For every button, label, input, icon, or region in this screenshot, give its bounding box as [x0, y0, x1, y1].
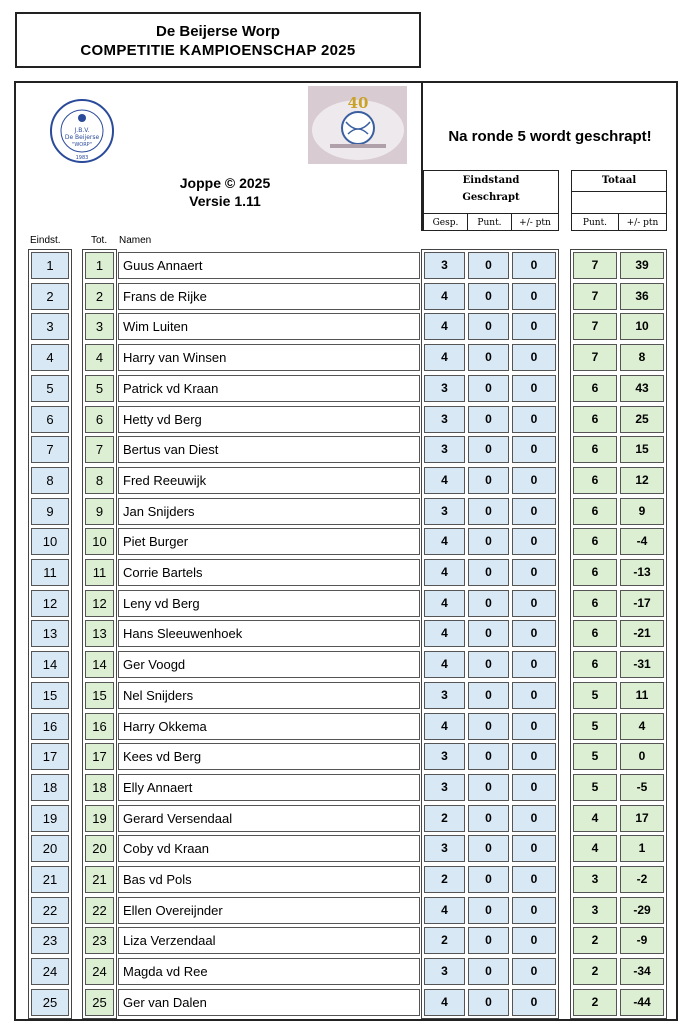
- gesp-cell: 3: [424, 498, 465, 525]
- player-name-cell: Ellen Overeijnder: [118, 897, 420, 924]
- gesp-cell: 4: [424, 467, 465, 494]
- eindstand-rank-cell: 24: [31, 958, 69, 985]
- punt-cell: 0: [468, 897, 509, 924]
- player-name-cell: Elly Annaert: [118, 774, 420, 801]
- punt-cell: 0: [468, 498, 509, 525]
- svg-text:"WORP": "WORP": [72, 142, 92, 148]
- punt-cell: 0: [468, 467, 509, 494]
- total-ptn-cell: 25: [620, 406, 664, 433]
- punt-cell: 0: [468, 927, 509, 954]
- total-rank-cell: 8: [85, 467, 114, 494]
- table-row: [0, 805, 691, 836]
- player-name-cell: Corrie Bartels: [118, 559, 420, 586]
- total-rank-cell: 1: [85, 252, 114, 279]
- punt-cell: 0: [468, 375, 509, 402]
- eindstand-rank-cell: 12: [31, 590, 69, 617]
- total-ptn-cell: 4: [620, 713, 664, 740]
- gesp-cell: 3: [424, 252, 465, 279]
- table-row: [0, 467, 691, 498]
- ptn-cell: 0: [512, 252, 556, 279]
- player-name-cell: Jan Snijders: [118, 498, 420, 525]
- eindstand-rank-cell: 11: [31, 559, 69, 586]
- total-punt-cell: 7: [573, 344, 617, 371]
- total-punt-cell: 7: [573, 252, 617, 279]
- ptn-cell: 0: [512, 344, 556, 371]
- punt-cell: 0: [468, 682, 509, 709]
- total-rank-cell: 4: [85, 344, 114, 371]
- total-rank-cell: 6: [85, 406, 114, 433]
- punt-cell: 0: [468, 958, 509, 985]
- col-gesp: Gesp.: [424, 213, 468, 231]
- eindstand-rank-cell: 21: [31, 866, 69, 893]
- eindstand-title: Eindstand: [462, 175, 520, 186]
- total-rank-cell: 12: [85, 590, 114, 617]
- player-name-cell: Magda vd Ree: [118, 958, 420, 985]
- ptn-cell: 0: [512, 528, 556, 555]
- punt-cell: 0: [468, 528, 509, 555]
- player-name-cell: Harry van Winsen: [118, 344, 420, 371]
- total-punt-cell: 5: [573, 713, 617, 740]
- total-ptn-cell: -13: [620, 559, 664, 586]
- table-row: [0, 713, 691, 744]
- player-name-cell: Piet Burger: [118, 528, 420, 555]
- table-row: [0, 283, 691, 314]
- gesp-cell: 4: [424, 528, 465, 555]
- col-tot: Tot.: [91, 235, 108, 246]
- total-punt-cell: 2: [573, 958, 617, 985]
- badge-number: 40: [347, 94, 369, 112]
- col-punt: Punt.: [468, 213, 512, 231]
- col-tot-punt: Punt.: [572, 213, 619, 231]
- copyright-line: Joppe © 2025: [179, 175, 271, 191]
- svg-text:J.B.V.: J.B.V.: [74, 127, 90, 134]
- gesp-cell: 3: [424, 835, 465, 862]
- eindstand-rank-cell: 22: [31, 897, 69, 924]
- eindstand-rank-cell: 3: [31, 313, 69, 340]
- eindstand-rank-cell: 18: [31, 774, 69, 801]
- gesp-cell: 4: [424, 559, 465, 586]
- eindstand-rank-cell: 25: [31, 989, 69, 1016]
- total-punt-cell: 2: [573, 989, 617, 1016]
- gesp-cell: 4: [424, 989, 465, 1016]
- table-row: [0, 835, 691, 866]
- punt-cell: 0: [468, 989, 509, 1016]
- punt-cell: 0: [468, 866, 509, 893]
- total-rank-cell: 24: [85, 958, 114, 985]
- total-punt-cell: 6: [573, 467, 617, 494]
- total-punt-cell: 5: [573, 774, 617, 801]
- player-name-cell: Wim Luiten: [118, 313, 420, 340]
- eindstand-rank-cell: 2: [31, 283, 69, 310]
- total-punt-cell: 6: [573, 651, 617, 678]
- total-rank-cell: 22: [85, 897, 114, 924]
- player-name-cell: Fred Reeuwijk: [118, 467, 420, 494]
- gesp-cell: 2: [424, 805, 465, 832]
- title-box: [15, 12, 421, 68]
- svg-text:1983: 1983: [75, 155, 89, 161]
- table-row: [0, 344, 691, 375]
- player-name-cell: Hans Sleeuwenhoek: [118, 620, 420, 647]
- ptn-cell: 0: [512, 989, 556, 1016]
- ptn-cell: 0: [512, 436, 556, 463]
- eindstand-rank-cell: 15: [31, 682, 69, 709]
- player-name-cell: Patrick vd Kraan: [118, 375, 420, 402]
- totaal-title: Totaal: [601, 175, 637, 186]
- total-ptn-cell: -17: [620, 590, 664, 617]
- total-rank-cell: 16: [85, 713, 114, 740]
- ptn-cell: 0: [512, 313, 556, 340]
- eindstand-header: [423, 170, 559, 231]
- total-rank-cell: 17: [85, 743, 114, 770]
- player-name-cell: Harry Okkema: [118, 713, 420, 740]
- total-rank-cell: 25: [85, 989, 114, 1016]
- total-ptn-cell: -34: [620, 958, 664, 985]
- total-punt-cell: 6: [573, 436, 617, 463]
- total-punt-cell: 4: [573, 835, 617, 862]
- ptn-cell: 0: [512, 743, 556, 770]
- total-ptn-cell: 0: [620, 743, 664, 770]
- total-ptn-cell: 11: [620, 682, 664, 709]
- table-row: [0, 313, 691, 344]
- player-name-cell: Bas vd Pols: [118, 866, 420, 893]
- gesp-cell: 2: [424, 927, 465, 954]
- total-ptn-cell: 9: [620, 498, 664, 525]
- player-name-cell: Guus Annaert: [118, 252, 420, 279]
- club-name: De Beijerse Worp: [156, 23, 280, 40]
- total-rank-cell: 15: [85, 682, 114, 709]
- ptn-cell: 0: [512, 590, 556, 617]
- table-row: [0, 682, 691, 713]
- eindstand-rank-cell: 7: [31, 436, 69, 463]
- gesp-cell: 4: [424, 590, 465, 617]
- eindstand-rank-cell: 10: [31, 528, 69, 555]
- ptn-cell: 0: [512, 559, 556, 586]
- punt-cell: 0: [468, 313, 509, 340]
- notice-text: Na ronde 5 wordt geschrapt!: [448, 128, 652, 145]
- table-row: [0, 866, 691, 897]
- eindstand-rank-cell: 16: [31, 713, 69, 740]
- gesp-cell: 3: [424, 406, 465, 433]
- table-row: [0, 897, 691, 928]
- totaal-header: [571, 170, 667, 231]
- total-punt-cell: 5: [573, 682, 617, 709]
- table-row: [0, 406, 691, 437]
- total-ptn-cell: 10: [620, 313, 664, 340]
- version-line: Versie 1.11: [189, 193, 261, 209]
- total-rank-cell: 14: [85, 651, 114, 678]
- total-rank-cell: 18: [85, 774, 114, 801]
- gesp-cell: 3: [424, 958, 465, 985]
- gesp-cell: 3: [424, 682, 465, 709]
- player-name-cell: Frans de Rijke: [118, 283, 420, 310]
- total-punt-cell: 6: [573, 498, 617, 525]
- col-tot-ptn: +/- ptn: [619, 213, 666, 231]
- total-rank-cell: 20: [85, 835, 114, 862]
- total-ptn-cell: -44: [620, 989, 664, 1016]
- eindstand-rank-cell: 23: [31, 927, 69, 954]
- col-eindst: Eindst.: [30, 235, 61, 246]
- eindstand-rank-cell: 14: [31, 651, 69, 678]
- ptn-cell: 0: [512, 467, 556, 494]
- punt-cell: 0: [468, 344, 509, 371]
- eindstand-rank-cell: 20: [31, 835, 69, 862]
- total-rank-cell: 19: [85, 805, 114, 832]
- total-ptn-cell: 8: [620, 344, 664, 371]
- total-rank-cell: 11: [85, 559, 114, 586]
- total-rank-cell: 10: [85, 528, 114, 555]
- total-ptn-cell: -9: [620, 927, 664, 954]
- club-logo: [48, 98, 116, 164]
- eindstand-rank-cell: 6: [31, 406, 69, 433]
- ptn-cell: 0: [512, 897, 556, 924]
- punt-cell: 0: [468, 713, 509, 740]
- total-rank-cell: 2: [85, 283, 114, 310]
- punt-cell: 0: [468, 835, 509, 862]
- player-name-cell: Gerard Versendaal: [118, 805, 420, 832]
- punt-cell: 0: [468, 252, 509, 279]
- gesp-cell: 3: [424, 774, 465, 801]
- total-ptn-cell: -31: [620, 651, 664, 678]
- table-row: [0, 559, 691, 590]
- total-punt-cell: 6: [573, 406, 617, 433]
- gesp-cell: 3: [424, 375, 465, 402]
- gesp-cell: 4: [424, 283, 465, 310]
- anniversary-badge: [308, 86, 407, 164]
- eindstand-rank-cell: 5: [31, 375, 69, 402]
- total-punt-cell: 7: [573, 313, 617, 340]
- eindstand-rank-cell: 4: [31, 344, 69, 371]
- total-ptn-cell: -4: [620, 528, 664, 555]
- punt-cell: 0: [468, 743, 509, 770]
- gesp-cell: 4: [424, 344, 465, 371]
- ptn-cell: 0: [512, 620, 556, 647]
- total-ptn-cell: -29: [620, 897, 664, 924]
- punt-cell: 0: [468, 774, 509, 801]
- total-rank-cell: 21: [85, 866, 114, 893]
- player-name-cell: Nel Snijders: [118, 682, 420, 709]
- gesp-cell: 3: [424, 436, 465, 463]
- punt-cell: 0: [468, 559, 509, 586]
- total-punt-cell: 6: [573, 620, 617, 647]
- punt-cell: 0: [468, 590, 509, 617]
- total-punt-cell: 6: [573, 559, 617, 586]
- total-rank-cell: 3: [85, 313, 114, 340]
- total-punt-cell: 3: [573, 897, 617, 924]
- table-row: [0, 927, 691, 958]
- table-row: [0, 743, 691, 774]
- col-namen: Namen: [119, 235, 152, 246]
- gesp-cell: 4: [424, 313, 465, 340]
- player-name-cell: Kees vd Berg: [118, 743, 420, 770]
- table-row: [0, 989, 691, 1020]
- table-row: [0, 436, 691, 467]
- gesp-cell: 4: [424, 897, 465, 924]
- eindstand-rank-cell: 13: [31, 620, 69, 647]
- col-ptn: +/- ptn: [512, 213, 558, 231]
- total-punt-cell: 6: [573, 375, 617, 402]
- table-row: [0, 375, 691, 406]
- gesp-cell: 4: [424, 620, 465, 647]
- ptn-cell: 0: [512, 774, 556, 801]
- ptn-cell: 0: [512, 651, 556, 678]
- player-name-cell: Hetty vd Berg: [118, 406, 420, 433]
- total-punt-cell: 6: [573, 590, 617, 617]
- total-ptn-cell: -5: [620, 774, 664, 801]
- version-info: [145, 174, 305, 210]
- total-rank-cell: 7: [85, 436, 114, 463]
- player-name-cell: Ger van Dalen: [118, 989, 420, 1016]
- total-ptn-cell: 15: [620, 436, 664, 463]
- eindstand-rank-cell: 17: [31, 743, 69, 770]
- total-punt-cell: 4: [573, 805, 617, 832]
- total-rank-cell: 9: [85, 498, 114, 525]
- ptn-cell: 0: [512, 498, 556, 525]
- ptn-cell: 0: [512, 406, 556, 433]
- table-row: [0, 498, 691, 529]
- ptn-cell: 0: [512, 375, 556, 402]
- total-punt-cell: 7: [573, 283, 617, 310]
- table-row: [0, 590, 691, 621]
- punt-cell: 0: [468, 620, 509, 647]
- gesp-cell: 4: [424, 651, 465, 678]
- player-name-cell: Leny vd Berg: [118, 590, 420, 617]
- punt-cell: 0: [468, 406, 509, 433]
- gesp-cell: 2: [424, 866, 465, 893]
- total-ptn-cell: -2: [620, 866, 664, 893]
- ptn-cell: 0: [512, 958, 556, 985]
- total-rank-cell: 23: [85, 927, 114, 954]
- eindstand-rank-cell: 8: [31, 467, 69, 494]
- total-rank-cell: 5: [85, 375, 114, 402]
- total-ptn-cell: -21: [620, 620, 664, 647]
- player-name-cell: Coby vd Kraan: [118, 835, 420, 862]
- total-punt-cell: 3: [573, 866, 617, 893]
- total-rank-cell: 13: [85, 620, 114, 647]
- eindstand-rank-cell: 19: [31, 805, 69, 832]
- ptn-cell: 0: [512, 927, 556, 954]
- table-row: [0, 651, 691, 682]
- punt-cell: 0: [468, 283, 509, 310]
- ptn-cell: 0: [512, 682, 556, 709]
- punt-cell: 0: [468, 436, 509, 463]
- eindstand-rank-cell: 9: [31, 498, 69, 525]
- punt-cell: 0: [468, 651, 509, 678]
- eindstand-rank-cell: 1: [31, 252, 69, 279]
- total-ptn-cell: 39: [620, 252, 664, 279]
- punt-cell: 0: [468, 805, 509, 832]
- total-ptn-cell: 17: [620, 805, 664, 832]
- ptn-cell: 0: [512, 866, 556, 893]
- player-name-cell: Bertus van Diest: [118, 436, 420, 463]
- ptn-cell: 0: [512, 713, 556, 740]
- table-row: [0, 528, 691, 559]
- table-row: [0, 620, 691, 651]
- total-ptn-cell: 43: [620, 375, 664, 402]
- total-ptn-cell: 36: [620, 283, 664, 310]
- geschrapt-title: Geschrapt: [462, 192, 520, 203]
- player-name-cell: Ger Voogd: [118, 651, 420, 678]
- total-ptn-cell: 1: [620, 835, 664, 862]
- gesp-cell: 4: [424, 713, 465, 740]
- total-punt-cell: 5: [573, 743, 617, 770]
- ptn-cell: 0: [512, 805, 556, 832]
- table-row: [0, 958, 691, 989]
- total-punt-cell: 2: [573, 927, 617, 954]
- gesp-cell: 3: [424, 743, 465, 770]
- ptn-cell: 0: [512, 835, 556, 862]
- ptn-cell: 0: [512, 283, 556, 310]
- table-row: [0, 774, 691, 805]
- total-ptn-cell: 12: [620, 467, 664, 494]
- table-row: [0, 252, 691, 283]
- svg-text:De Beijerse: De Beijerse: [64, 134, 100, 141]
- total-punt-cell: 6: [573, 528, 617, 555]
- player-name-cell: Liza Verzendaal: [118, 927, 420, 954]
- competition-title: COMPETITIE KAMPIOENSCHAP 2025: [80, 42, 356, 59]
